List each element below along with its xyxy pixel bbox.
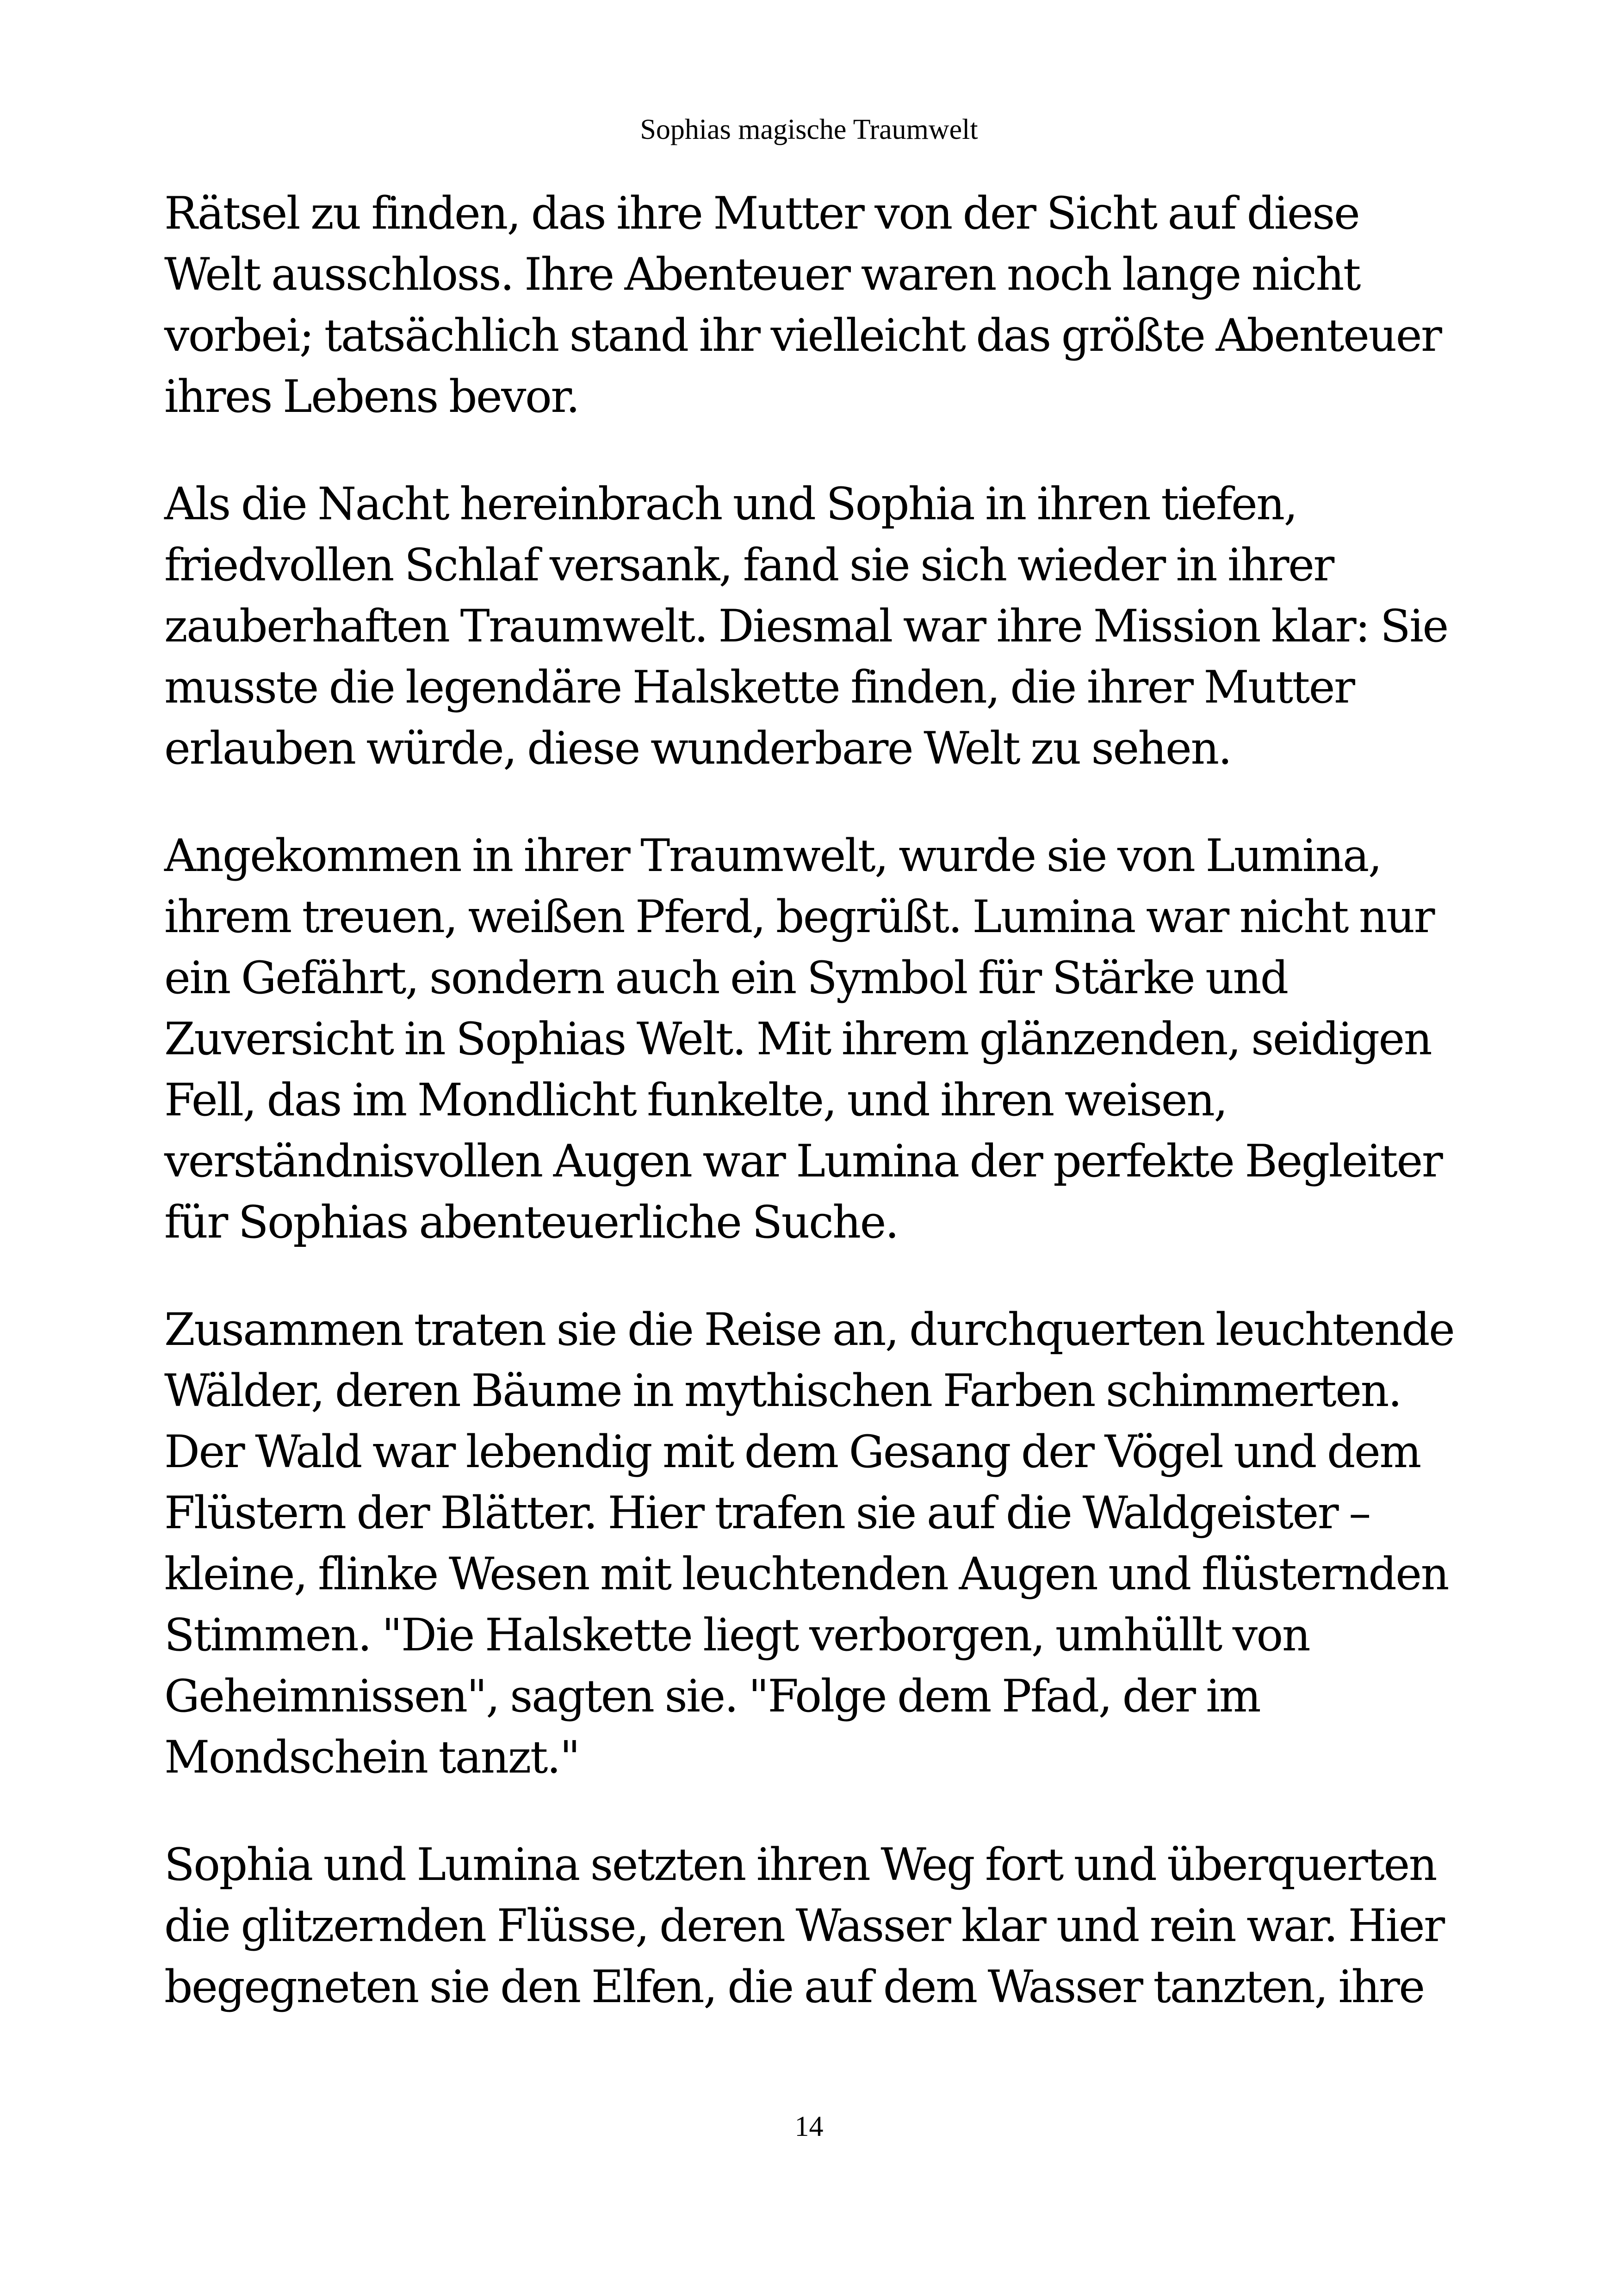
page-number: 14	[794, 2111, 824, 2142]
paragraph: Als die Nacht hereinbrach und Sophia in ihren tiefen, friedvollen Schlaf versank, fand sie sich wieder in ihrer zauberhaften Traumwelt. Diesmal war ihre Mission klar: Sie musste die legendäre Halskette finden, die ihrer Mutter erlauben würde, diese wunderbare Welt zu sehen.	[164, 478, 1448, 774]
paragraph: Sophia und Lumina setzten ihren Weg fort und überquerten die glitzernden Flüsse, deren Wasser klar und rein war. Hier begegneten sie den Elfen, die auf dem Wasser tanzten, ihre	[164, 1839, 1444, 2013]
paragraph: Angekommen in ihrer Traumwelt, wurde sie von Lumina, ihrem treuen, weißen Pferd, begrüßt. Lumina war nicht nur ein Gefährt, sondern auch ein Symbol für Stärke und Zuversicht in Sophias Welt. Mit ihrem glänzenden, seidigen Fell, das im Mondlicht funkelte, und ihren weisen, verständnisvollen Augen war Lumina der perfekte Begleiter für Sophias abenteuerliche Suche.	[164, 830, 1442, 1248]
body-text	[164, 183, 1455, 2017]
running-header: Sophias magische Traumwelt	[640, 114, 978, 145]
paragraph: Rätsel zu finden, das ihre Mutter von der Sicht auf diese Welt ausschloss. Ihre Abenteuer waren noch lange nicht vorbei; tatsächlich stand ihr vielleicht das größte Abenteuer ihres Lebens bevor.	[164, 187, 1441, 423]
paragraph: Zusammen traten sie die Reise an, durchquerten leuchtende Wälder, deren Bäume in mythischen Farben schimmerten. Der Wald war lebendig mit dem Gesang der Vögel und dem Flüstern der Blätter. Hier trafen sie auf die Waldgeister – kleine, flinke Wesen mit leuchtenden Augen und flüsternden Stimmen. "Die Halskette liegt verborgen, umhüllt von Geheimnissen", sagten sie. "Folge dem Pfad, der im Mondschein tanzt."	[164, 1304, 1454, 1783]
